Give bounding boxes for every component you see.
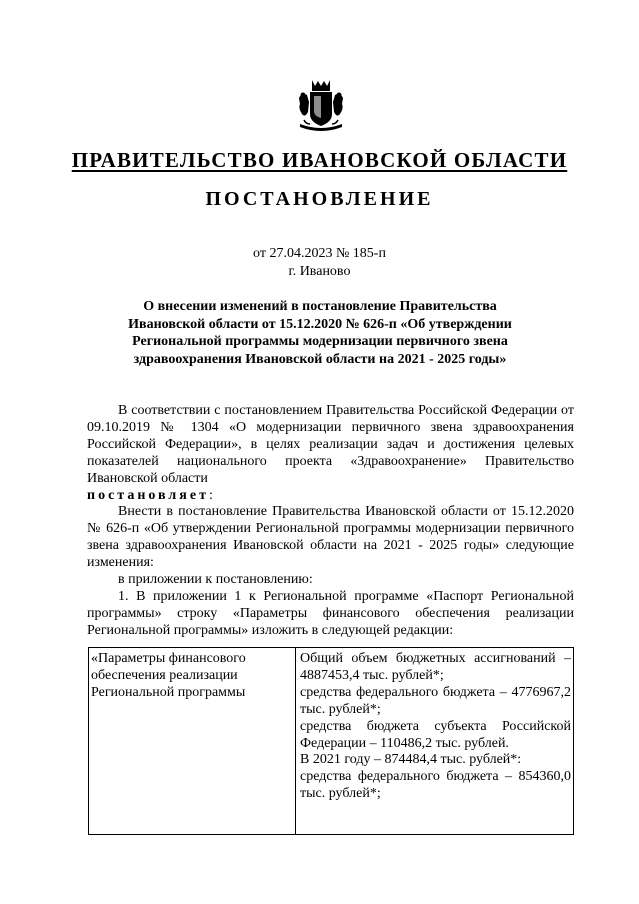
document-type-heading: ПОСТАНОВЛЕНИЕ (205, 188, 434, 210)
financing-parameters-table (88, 647, 574, 835)
resolves-keyword: постановляет (87, 487, 209, 503)
preamble-paragraph (87, 403, 574, 504)
coat-of-arms-emblem (296, 78, 346, 134)
item-1-paragraph: 1. В приложении 1 к Региональной программе «Паспорт Региональной программы» строку «Параметры финансового обеспечения реализации Региональной программы» изложить в следующей редакции: (87, 588, 574, 638)
subject-line: здравоохранения Ивановской области на 2021 - 2025 годы» (133, 351, 507, 367)
value-line: средства бюджета субъекта Российской Федерации – 110486,2 тыс. рублей. (300, 718, 571, 751)
document-city: г. Иваново (288, 264, 351, 279)
subject-line: Ивановской области от 15.12.2020 № 626-п «Об утверждении (128, 316, 512, 332)
document-date-number: от 27.04.2023 № 185-п (253, 246, 386, 261)
parameter-name-cell: «Параметры финансового обеспечения реализации Региональной программы (89, 648, 296, 835)
value-line: В 2021 году – 874484,4 тыс. рублей*: (300, 752, 522, 768)
parameter-value-cell (296, 648, 574, 835)
amendment-paragraph: Внести в постановление Правительства Ивановской области от 15.12.2020 № 626-п «Об утверждении Региональной программы модернизации первичного звена здравоохранения Ивановской области на 2021 - 2025 годы» следующие изменения: (87, 504, 574, 571)
value-line: средства федерального бюджета – 4776967,2 тыс. рублей*; (300, 684, 571, 717)
value-line: средства федерального бюджета – 854360,0 тыс. рублей*; (300, 769, 571, 802)
table-row (89, 648, 574, 835)
value-line: Общий объем бюджетных ассигнований – 4887453,4 тыс. рублей*; (300, 651, 571, 683)
document-body (87, 403, 574, 640)
subject-line: О внесении изменений в постановление Правительства (143, 299, 497, 314)
resolves-colon: : (208, 487, 213, 503)
preamble-text: В соответствии с постановлением Правительства Российской Федерации от 09.10.2019 № 1304 «О модернизации первичного звена здравоохранения Российской Федерации», в целях реализации задач и достижения целевых показателей национального проекта «Здравоохранение» Правительство Ивановской области (87, 403, 574, 486)
subject-line: Региональной программы модернизации первичного звена (132, 334, 508, 349)
document-subject-title (110, 298, 530, 368)
appendix-paragraph: в приложении к постановлению: (118, 572, 313, 588)
government-name-heading: ПРАВИТЕЛЬСТВО ИВАНОВСКОЙ ОБЛАСТИ (71, 148, 568, 172)
